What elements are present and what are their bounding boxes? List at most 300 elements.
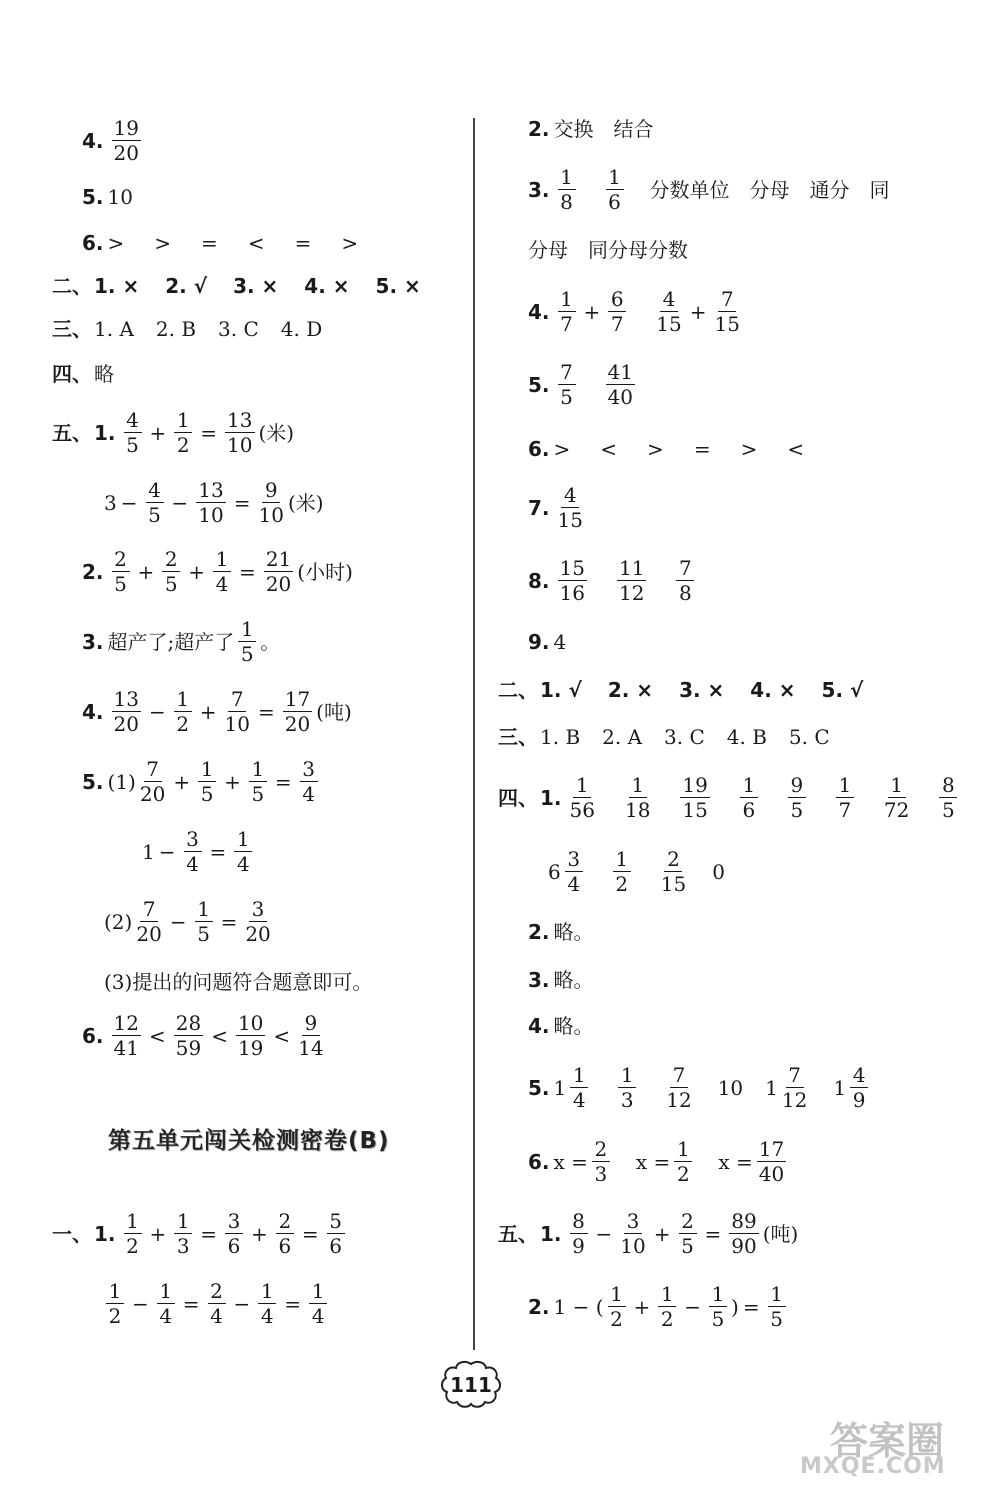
denominator: 5 [251, 782, 265, 806]
answer-text: > [740, 437, 758, 461]
right-section-si-1 [498, 775, 961, 820]
denominator: 15 [714, 312, 740, 336]
denominator: 4 [159, 1304, 173, 1328]
section-number: 四、 [52, 362, 92, 386]
fraction [608, 289, 626, 334]
numerator: 13 [198, 478, 224, 502]
operator: = [233, 490, 251, 515]
answer-text: 1. A [94, 317, 134, 341]
fraction [225, 1211, 243, 1256]
answer-text: = [294, 231, 312, 255]
page-number-badge [441, 1360, 501, 1408]
item-number: 6. [528, 1149, 550, 1174]
answer-text: < [600, 437, 618, 461]
denominator: 41 [113, 1036, 139, 1060]
answer-text: (吨) [762, 1221, 799, 1246]
item-number: 4. [82, 128, 104, 153]
fraction [234, 829, 252, 874]
fraction [592, 1139, 610, 1184]
numerator: 17 [284, 687, 311, 711]
operator: − [169, 909, 187, 934]
denominator: 15 [656, 312, 682, 336]
numerator: 2 [208, 1281, 226, 1304]
numerator: 4 [146, 480, 164, 503]
section-number: 四、 [498, 785, 538, 810]
item-number: 2. [82, 559, 104, 584]
denominator: 4 [311, 1304, 325, 1328]
fraction [618, 1065, 636, 1110]
fraction [570, 1211, 588, 1256]
fraction [836, 775, 854, 820]
answer-text: (小时) [297, 559, 353, 584]
denominator: 5 [148, 503, 161, 527]
fraction [112, 1013, 141, 1058]
fraction [146, 480, 164, 525]
denominator: 5 [790, 798, 804, 822]
answer-text: > [647, 437, 664, 461]
denominator: 15 [557, 508, 583, 532]
right-wu-1 [498, 1211, 798, 1256]
item-number: 4. [528, 1014, 550, 1038]
right-item-9 [528, 632, 566, 652]
denominator: 20 [136, 922, 162, 946]
denominator: 8 [560, 190, 573, 214]
operator: − [171, 490, 189, 515]
denominator: 4 [186, 852, 199, 876]
left-wu-2 [82, 549, 353, 594]
operator: + [583, 299, 601, 324]
right-section-er [498, 680, 867, 700]
denominator: 2 [660, 1307, 674, 1331]
operator: = [274, 769, 292, 794]
numerator: 7 [558, 362, 576, 385]
denominator: 40 [758, 1162, 785, 1186]
denominator: 5 [681, 1234, 694, 1258]
left-wu-6 [82, 1013, 328, 1058]
section-title: 第五单元闯关检测密卷(B) [108, 1128, 390, 1154]
fraction [674, 1139, 692, 1184]
numerator: 7 [676, 558, 694, 581]
answer-text: > [107, 231, 125, 255]
numerator: 7 [144, 759, 162, 782]
fraction [729, 1211, 758, 1256]
fraction [656, 289, 681, 334]
page-number: 111 [450, 1373, 492, 1397]
answer-text: 1 − ( [553, 1294, 604, 1319]
answer-text: x = [635, 1149, 671, 1174]
item-number: 4. [528, 299, 550, 324]
numerator: 3 [184, 829, 202, 852]
numerator: 1 [195, 899, 213, 922]
denominator: 20 [113, 141, 139, 165]
item-number: 2. × [607, 678, 654, 702]
answer-text: 超产了;超产了 [107, 629, 235, 654]
answer-text: 4. B [726, 725, 767, 749]
right-si-6 [528, 1139, 790, 1184]
answer-text: > [154, 231, 172, 255]
fraction [939, 775, 957, 820]
answer-text: 1 [765, 1075, 778, 1100]
item-number: 1. [540, 1221, 562, 1246]
fraction [606, 167, 624, 212]
denominator: 5 [711, 1307, 725, 1331]
numerator: 1 [258, 1281, 276, 1304]
section-number: 三、 [52, 317, 92, 341]
fraction [225, 689, 250, 734]
answer-text: 1 [553, 1075, 567, 1100]
item-number: 1. [94, 420, 116, 445]
denominator: 5 [240, 642, 254, 666]
fraction [198, 759, 216, 804]
fraction [676, 558, 694, 603]
item-number: 3. × [679, 678, 725, 702]
answer-text: (米) [258, 420, 295, 445]
operator: = [239, 559, 256, 584]
answer-text: ) [731, 1294, 739, 1319]
numerator: 1 [658, 1284, 676, 1307]
numerator: 1 [234, 829, 252, 852]
operator: + [224, 769, 241, 794]
denominator: 12 [618, 581, 645, 605]
answer-text: 10 [717, 1075, 744, 1100]
fraction [570, 775, 595, 820]
denominator: 3 [620, 1088, 634, 1112]
answer-text: 1. B [540, 725, 581, 749]
fraction [558, 167, 576, 212]
item-number: 8. [528, 568, 550, 593]
numerator: 1 [198, 759, 216, 782]
left-section-san [52, 319, 322, 339]
numerator: 1 [608, 1284, 626, 1307]
fraction [213, 549, 231, 594]
fraction [195, 899, 213, 944]
denominator: 5 [114, 572, 127, 596]
left-wu-5d [104, 972, 372, 992]
fraction [666, 1065, 691, 1110]
denominator: 40 [607, 385, 633, 409]
left-section-er [52, 276, 425, 296]
numerator: 4 [561, 485, 579, 508]
fraction [558, 485, 583, 530]
operator: = [209, 839, 227, 864]
numerator: 4 [124, 410, 142, 433]
item-number: 5. [82, 185, 104, 209]
fraction [709, 1284, 727, 1329]
left-yi-1b [102, 1281, 331, 1326]
numerator: 2 [276, 1211, 294, 1234]
numerator: 1 [570, 1065, 588, 1088]
left-item-5 [82, 187, 133, 207]
denominator: 72 [883, 798, 910, 822]
denominator: 5 [770, 1307, 783, 1331]
fraction [558, 362, 576, 407]
fraction [680, 775, 709, 820]
fraction [162, 549, 180, 594]
operator: − [132, 1291, 149, 1316]
right-si-3 [528, 970, 594, 990]
fraction [283, 689, 312, 734]
numerator: 3 [249, 899, 267, 922]
left-wu-4 [82, 689, 352, 734]
denominator: 2 [108, 1304, 122, 1328]
fraction [558, 289, 576, 334]
item-number: 4. [82, 699, 104, 724]
answer-text: 略。 [553, 1014, 594, 1038]
denominator: 12 [781, 1088, 808, 1112]
item-number: 1. [94, 1221, 116, 1246]
numerator: 1 [124, 1211, 142, 1234]
numerator: 7 [670, 1065, 688, 1088]
numerator: 1 [709, 1284, 727, 1307]
fraction [124, 410, 142, 455]
answer-text: 3. C [664, 725, 705, 749]
right-item-4 [528, 289, 744, 334]
fraction [679, 1211, 697, 1256]
item-number: 1. [540, 785, 562, 810]
fraction [174, 689, 192, 734]
numerator: 3 [300, 759, 318, 782]
numerator: 1 [174, 1211, 192, 1234]
numerator: 8 [570, 1211, 588, 1234]
denominator: 4 [236, 852, 250, 876]
denominator: 7 [838, 798, 852, 822]
operator: + [689, 299, 707, 324]
section-number: 五、 [498, 1221, 538, 1246]
watermark [790, 1410, 990, 1480]
denominator: 19 [237, 1036, 264, 1060]
fraction [174, 410, 192, 455]
denominator: 2 [610, 1307, 623, 1331]
operator: + [149, 1221, 167, 1246]
denominator: 56 [569, 798, 595, 822]
fraction [298, 1013, 323, 1058]
answer-text: 略。 [553, 968, 594, 992]
numerator: 1 [558, 167, 576, 190]
denominator: 9 [572, 1234, 585, 1258]
answer-text: 分母 同分母分数 [528, 238, 688, 262]
fraction [136, 899, 161, 944]
denominator: 10 [258, 503, 284, 527]
fraction [625, 775, 650, 820]
answer-text: 1 [142, 839, 155, 864]
fraction [112, 118, 141, 163]
numerator: 1 [674, 1139, 692, 1162]
denominator: 18 [624, 798, 651, 822]
section-number: 二、 [498, 678, 538, 702]
numerator: 17 [758, 1137, 785, 1161]
answer-text: 1 [833, 1075, 847, 1100]
right-item-3b [528, 240, 688, 260]
operator: = [200, 1221, 218, 1246]
operator: < [273, 1023, 291, 1048]
numerator: 1 [613, 849, 631, 872]
answer-text: = [201, 231, 218, 255]
column-divider [473, 118, 475, 1350]
operator: = [182, 1291, 200, 1316]
fraction [174, 1013, 203, 1058]
denominator: 20 [139, 782, 166, 806]
left-item-4 [82, 118, 145, 163]
fraction [208, 1281, 226, 1326]
numerator: 9 [788, 775, 806, 798]
fraction [264, 549, 293, 594]
numerator: 1 [238, 619, 256, 642]
item-number: 6. [528, 437, 550, 461]
fraction [300, 759, 318, 804]
answer-text: 0 [712, 859, 725, 884]
denominator: 5 [197, 922, 210, 946]
right-section-si-1b [548, 849, 725, 894]
numerator: 3 [624, 1211, 642, 1234]
denominator: 6 [278, 1234, 292, 1258]
numerator: 89 [731, 1209, 757, 1233]
denominator: 16 [559, 581, 585, 605]
numerator: 1 [768, 1284, 786, 1307]
left-yi-1a [52, 1211, 349, 1256]
operator: + [199, 699, 217, 724]
operator: = [200, 420, 218, 445]
answer-text: 2. A [602, 725, 643, 749]
numerator: 1 [888, 775, 906, 798]
left-wu-5b [142, 829, 256, 874]
answer-text: (1) [107, 769, 136, 794]
denominator: 6 [608, 190, 621, 214]
operator: − [595, 1221, 613, 1246]
answer-text: (米) [287, 490, 324, 515]
numerator: 1 [606, 167, 624, 190]
section-number: 五、 [52, 420, 92, 445]
fraction [768, 1284, 786, 1329]
denominator: 7 [610, 312, 624, 336]
left-wu-1b [104, 480, 324, 525]
item-number: 7. [528, 495, 550, 520]
item-number: 4. × [750, 678, 796, 702]
item-number: 5. [528, 372, 550, 397]
answer-text: x = [718, 1149, 753, 1174]
section-number: 三、 [498, 725, 538, 749]
denominator: 90 [731, 1234, 757, 1258]
numerator: 9 [262, 480, 280, 503]
fraction [715, 289, 740, 334]
fraction [174, 1211, 192, 1256]
item-number: 3. [528, 968, 550, 992]
fraction [558, 558, 587, 603]
answer-text: 4 [553, 630, 567, 654]
right-section-san [498, 727, 830, 747]
right-item-3 [528, 167, 890, 212]
operator: − [158, 839, 176, 864]
watermark-url: MXQE.COM [800, 1454, 946, 1479]
item-number: 9. [528, 630, 550, 654]
item-number: 2. √ [165, 274, 208, 298]
left-section-si [52, 364, 114, 384]
denominator: 20 [284, 712, 311, 736]
answer-text: (吨) [316, 699, 352, 724]
denominator: 10 [227, 433, 253, 457]
numerator: 1 [106, 1281, 124, 1304]
answer-text: 略 [94, 362, 114, 386]
numerator: 13 [227, 408, 253, 432]
denominator: 20 [113, 712, 139, 736]
numerator: 2 [162, 549, 180, 572]
numerator: 19 [682, 773, 708, 797]
fraction [258, 480, 283, 525]
fraction [157, 1281, 175, 1326]
fraction [740, 775, 758, 820]
denominator: 4 [567, 872, 581, 896]
item-number: 3. [82, 629, 104, 654]
answer-text: > [553, 437, 571, 461]
numerator: 1 [740, 775, 758, 798]
answer-text: 3. C [218, 317, 259, 341]
numerator: 19 [113, 116, 139, 140]
fraction [309, 1281, 327, 1326]
fraction [608, 1284, 626, 1329]
operator: = [301, 1221, 319, 1246]
answer-text: 10 [107, 185, 133, 209]
denominator: 20 [245, 922, 271, 946]
numerator: 1 [174, 410, 192, 433]
answer-text: < [787, 437, 805, 461]
numerator: 6 [608, 289, 626, 312]
fraction [570, 1065, 588, 1110]
watermark-logo: 答案圈 [830, 1419, 945, 1463]
numerator: 7 [228, 689, 246, 712]
item-number: 2. [528, 920, 550, 944]
item-number: 5. [528, 1075, 550, 1100]
fraction [658, 1284, 676, 1329]
answer-text: = [693, 437, 711, 461]
fraction [112, 689, 141, 734]
numerator: 1 [174, 689, 192, 712]
fraction [106, 1281, 124, 1326]
answer-text: 。 [260, 629, 281, 654]
fraction [124, 1211, 142, 1256]
fraction [850, 1065, 868, 1110]
item-number: 6. [82, 231, 104, 255]
numerator: 1 [249, 759, 267, 782]
numerator: 7 [786, 1065, 804, 1088]
section-number: 二、 [52, 274, 92, 298]
answer-text: x = [553, 1149, 588, 1174]
answer-text: 2. B [155, 317, 197, 341]
item-number: 2. [528, 117, 550, 141]
fraction [620, 1211, 645, 1256]
answer-text: 略。 [553, 920, 594, 944]
right-wu-2 [528, 1284, 790, 1329]
denominator: 15 [660, 872, 687, 896]
operator: + [188, 559, 206, 584]
fraction [238, 619, 256, 664]
numerator: 1 [213, 549, 231, 572]
fraction [258, 1281, 276, 1326]
answer-text: 5. C [788, 725, 830, 749]
numerator: 1 [558, 289, 576, 312]
denominator: 4 [302, 782, 315, 806]
denominator: 9 [852, 1088, 866, 1112]
denominator: 5 [560, 385, 573, 409]
operator: + [653, 1221, 671, 1246]
right-si-2 [528, 922, 594, 942]
operator: + [251, 1221, 268, 1246]
answer-text: 分数单位 分母 通分 同 [649, 177, 890, 202]
denominator: 10 [224, 712, 250, 736]
answer-text: (3)提出的问题符合题意即可。 [104, 970, 373, 994]
numerator: 8 [939, 775, 957, 798]
denominator: 2 [176, 433, 190, 457]
item-number: 5. √ [821, 678, 864, 702]
fraction [112, 549, 130, 594]
